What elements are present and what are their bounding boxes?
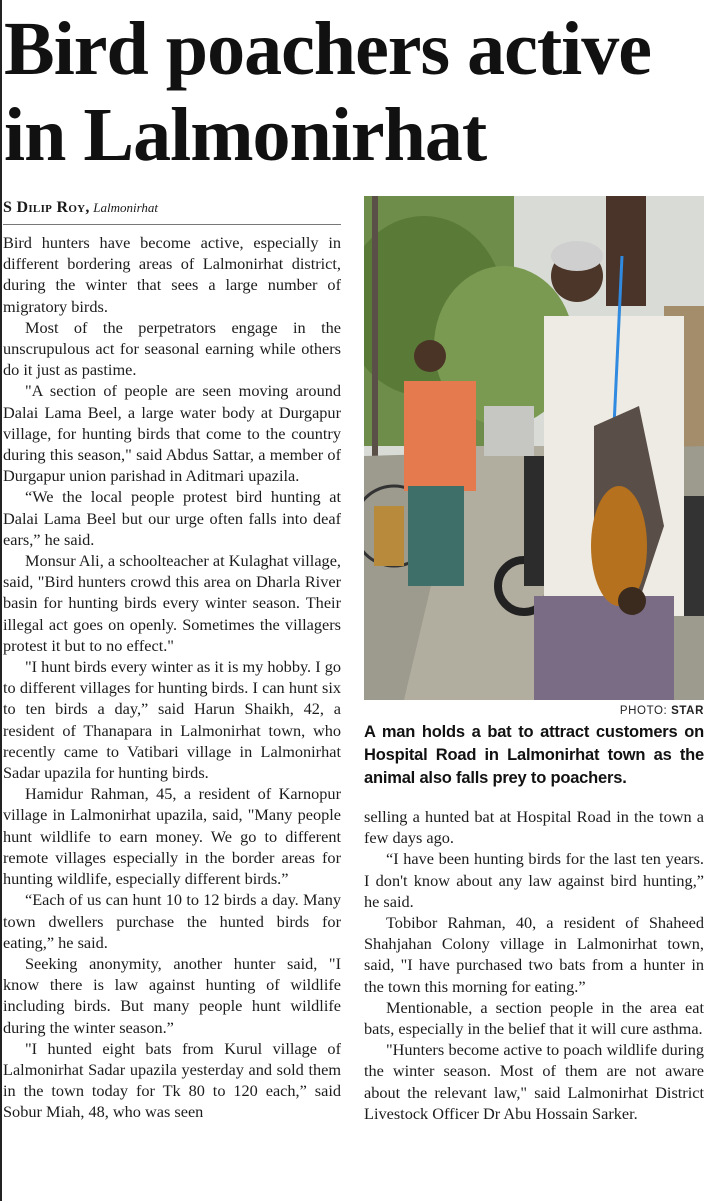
photo-caption: A man holds a bat to attract customers on Hospital Road in Lalmonirhat town as the animal also falls prey to poachers. [364, 723, 704, 787]
article-photo [364, 196, 704, 700]
paragraph: Monsur Ali, a schoolteacher at Kulaghat village, said, "Bird hunters crowd this area on Dharla River basin for hunting birds every winter season. Their illegal act goes on openly. Sometimes the villagers protest it but to no effect." [3, 551, 341, 655]
paragraph: “I have been hunting birds for the last ten years. I don't know about any law against bird hunting,” he said. [364, 849, 704, 911]
paragraph: “We the local people protest bird hunting at Dalai Lama Beel but our urge often falls into deaf ears,” he said. [3, 487, 341, 549]
paragraph: Most of the perpetrators engage in the unscrupulous act for seasonal earning while others do it just as pastime. [3, 317, 341, 380]
paragraph: "A section of people are seen moving around Dalai Lama Beel, a large water body at Durgapur village, for hunting birds that come to the country during this season," said Abdus Sattar, a member of Durgapur union parishad in Aditmari upazila. [3, 381, 341, 486]
paragraph: Hamidur Rahman, 45, a resident of Karnopur village in Lalmonirhat upazila, said, "Many people hunt wildlife to earn money. We go to different remote villages especially in the border areas for hunting wildlife, especially different birds.” [3, 784, 341, 889]
byline-author: S Dilip Roy, [3, 199, 90, 216]
byline [3, 199, 341, 225]
paragraph: Mentionable, a section people in the area eat bats, especially in the belief that it will cure asthma. [364, 997, 704, 1039]
paragraph: "I hunted eight bats from Kurul village of Lalmonirhat Sadar upazila yesterday and sold them in the town today for Tk 80 to 120 each,” said Sobur Miah, 48, who was seen [3, 1038, 341, 1122]
paragraph: "Hunters become active to poach wildlife during the winter season. Most of them are not aware about the relevant law," said Lalmonirhat District Livestock Officer Dr Abu Hossain Sarker. [364, 1040, 704, 1123]
byline-location: Lalmonirhat [93, 200, 159, 215]
article-body-left-column [3, 232, 341, 1198]
photo-illustration [364, 196, 704, 700]
paragraph: “Each of us can hunt 10 to 12 birds a day. Many town dwellers purchase the hunted birds for eating,” he said. [3, 890, 341, 952]
paragraph: Bird hunters have become active, especially in different bordering areas of Lalmonirhat district, during the winter that sees a large number of migratory birds. [3, 233, 341, 316]
photo-credit-prefix: PHOTO: [619, 705, 668, 717]
article-headline: Bird poachers active in Lalmonirhat [4, 7, 652, 177]
paragraph: Seeking anonymity, another hunter said, "I know there is law against hunting of wildlife including birds. But many people hunt wildlife during the winter season.” [3, 953, 341, 1037]
photo-credit-source: STAR [671, 705, 704, 717]
paragraph: Tobibor Rahman, 40, a resident of Shaheed Shahjahan Colony village in Lalmonirhat town, said, "I have purchased two bats from a hunter in the town this morning for eating.” [364, 913, 704, 996]
article-body-right-column [364, 806, 704, 1198]
paragraph: selling a hunted bat at Hospital Road in the town a few days ago. [364, 807, 704, 848]
page-edge-rule [0, 0, 2, 1201]
paragraph: "I hunt birds every winter as it is my hobby. I go to different villages for hunting birds. I can hunt six to ten birds a day,” said Harun Shaikh, 42, a resident of Thanapara in Lalmonirhat town, who recently came to Vatibari village in Lalmonirhat Sadar upazila for hunting birds. [3, 657, 341, 783]
photo-credit [364, 705, 704, 717]
